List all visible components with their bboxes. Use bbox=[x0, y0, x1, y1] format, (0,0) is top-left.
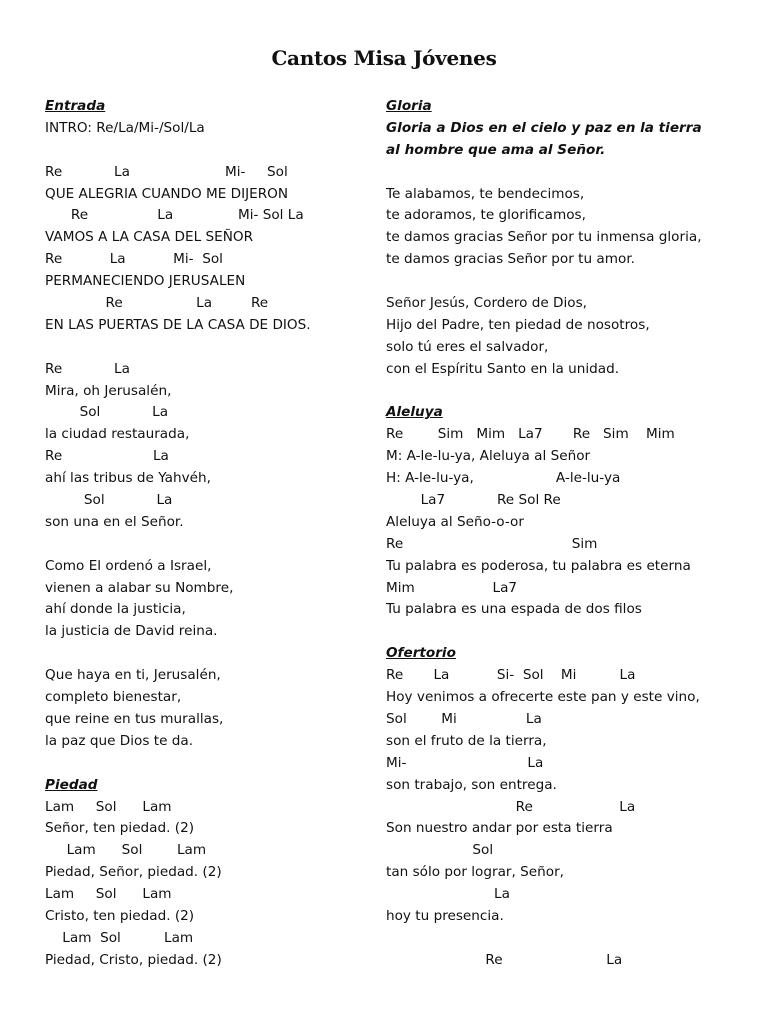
lyric-line: H: A-le-lu-ya, A-le-lu-ya bbox=[386, 470, 621, 487]
lyric-line: VAMOS A LA CASA DEL SEÑOR bbox=[45, 229, 254, 246]
section-heading: Ofertorio bbox=[386, 645, 456, 662]
lyric-line: te damos gracias Señor por tu amor. bbox=[386, 251, 635, 268]
lyric-line: completo bienestar, bbox=[45, 689, 182, 706]
lyric-line: Re Sim bbox=[386, 535, 598, 552]
section-heading: Aleluya bbox=[386, 404, 443, 421]
lyric-line: Mi- La bbox=[386, 754, 544, 771]
lyric-line: Sol La bbox=[45, 492, 173, 509]
lyric-line: Hoy venimos a ofrecerte este pan y este vino, bbox=[386, 689, 700, 706]
section-heading: Entrada bbox=[45, 98, 106, 114]
lyric-line: que reine en tus murallas, bbox=[45, 710, 224, 727]
lyric-line: Re La Re bbox=[45, 295, 269, 312]
lyric-line: Son nuestro andar por esta tierra bbox=[386, 820, 613, 837]
lyric-line: M: A-le-lu-ya, Aleluya al Señor bbox=[386, 448, 591, 465]
lyric-line: con el Espíritu Santo en la unidad. bbox=[386, 360, 620, 377]
lyric-line: la paz que Dios te da. bbox=[45, 732, 194, 749]
lyric-line: La7 Re Sol Re bbox=[386, 492, 561, 509]
lyric-line: Sol Mi La bbox=[386, 710, 542, 727]
lyric-line: Lam Sol Lam bbox=[45, 798, 172, 815]
lyric-line: Mim La7 bbox=[386, 579, 518, 596]
lyric-line: Como El ordenó a Israel, bbox=[45, 557, 212, 574]
lyric-line: Sol La bbox=[45, 404, 169, 421]
right-column bbox=[386, 96, 746, 972]
lyric-line: son trabajo, son entrega. bbox=[386, 776, 557, 793]
lyric-line: solo tú eres el salvador, bbox=[386, 338, 549, 355]
lyric-line: te damos gracias Señor por tu inmensa gloria, bbox=[386, 229, 702, 246]
lyric-line: Cristo, ten piedad. (2) bbox=[45, 907, 195, 924]
lyric-line: son una en el Señor. bbox=[45, 513, 184, 530]
blank-line bbox=[45, 643, 365, 665]
lyric-line: Re La bbox=[386, 798, 636, 815]
lyric-line: Te alabamos, te bendecimos, bbox=[386, 185, 585, 202]
lyric-line: Piedad, Señor, piedad. (2) bbox=[45, 864, 222, 881]
lyric-line: Hijo del Padre, ten piedad de nosotros, bbox=[386, 316, 650, 333]
lyric-line: Re La bbox=[386, 951, 623, 968]
lyric-line: tan sólo por lograr, Señor, bbox=[386, 864, 564, 881]
lyric-line: al hombre que ama al Señor. bbox=[386, 141, 606, 158]
lyric-line: EN LAS PUERTAS DE LA CASA DE DIOS. bbox=[45, 316, 311, 333]
section-heading: Piedad bbox=[45, 776, 98, 793]
lyric-line: hoy tu presencia. bbox=[386, 907, 504, 924]
lyric-line: ahí donde la justicia, bbox=[45, 601, 186, 618]
lyric-line: Que haya en ti, Jerusalén, bbox=[45, 667, 221, 684]
lyric-line: ahí las tribus de Yahvéh, bbox=[45, 470, 211, 487]
lyric-line: Lam Sol Lam bbox=[45, 886, 172, 903]
lyric-line: Piedad, Cristo, piedad. (2) bbox=[45, 951, 222, 968]
lyric-line: Lam Sol Lam bbox=[45, 929, 194, 946]
lyric-line: Re La Mi- Sol La bbox=[45, 207, 304, 224]
lyric-line: Re La Mi- Sol bbox=[45, 163, 288, 180]
left-column bbox=[45, 96, 365, 972]
lyric-line: Aleluya al Seño-o-or bbox=[386, 513, 524, 530]
blank-line bbox=[45, 753, 365, 775]
lyric-line: vienen a alabar su Nombre, bbox=[45, 579, 234, 596]
blank-line bbox=[45, 140, 365, 162]
lyric-line: La bbox=[386, 886, 510, 903]
lyric-line: son el fruto de la tierra, bbox=[386, 732, 547, 749]
lyric-line: Lam Sol Lam bbox=[45, 842, 207, 859]
lyric-line: Tu palabra es una espada de dos filos bbox=[386, 601, 642, 618]
lyric-line: Gloria a Dios en el cielo y paz en la tierra bbox=[386, 119, 702, 136]
blank-line bbox=[386, 381, 746, 403]
blank-line bbox=[386, 621, 746, 643]
blank-line bbox=[386, 162, 746, 184]
lyric-line: Señor Jesús, Cordero de Dios, bbox=[386, 295, 587, 312]
lyric-line: Señor, ten piedad. (2) bbox=[45, 820, 195, 837]
lyric-line: QUE ALEGRIA CUANDO ME DIJERON bbox=[45, 185, 289, 202]
lyric-line: Re Sim Mim La7 Re Sim Mim bbox=[386, 426, 675, 443]
blank-line bbox=[386, 271, 746, 293]
lyric-line: la ciudad restaurada, bbox=[45, 426, 190, 443]
document-title: Cantos Misa Jóvenes bbox=[271, 46, 497, 70]
lyric-line: INTRO: Re/La/Mi-/Sol/La bbox=[45, 119, 205, 136]
lyric-line: Re La bbox=[45, 448, 169, 465]
blank-line bbox=[386, 928, 746, 950]
blank-line bbox=[45, 337, 365, 359]
lyric-line: Sol bbox=[386, 842, 494, 859]
blank-line bbox=[45, 534, 365, 556]
lyric-line: Mira, oh Jerusalén, bbox=[45, 382, 172, 399]
lyric-line: Re La bbox=[45, 360, 130, 377]
lyric-line: la justicia de David reina. bbox=[45, 623, 218, 640]
lyric-line: PERMANECIENDO JERUSALEN bbox=[45, 273, 246, 290]
lyric-line: Tu palabra es poderosa, tu palabra es eterna bbox=[386, 557, 691, 574]
lyric-line: te adoramos, te glorificamos, bbox=[386, 207, 586, 224]
section-heading: Gloria bbox=[386, 98, 432, 114]
lyric-line: Re La Mi- Sol bbox=[45, 251, 223, 268]
lyric-line: Re La Si- Sol Mi La bbox=[386, 667, 636, 684]
